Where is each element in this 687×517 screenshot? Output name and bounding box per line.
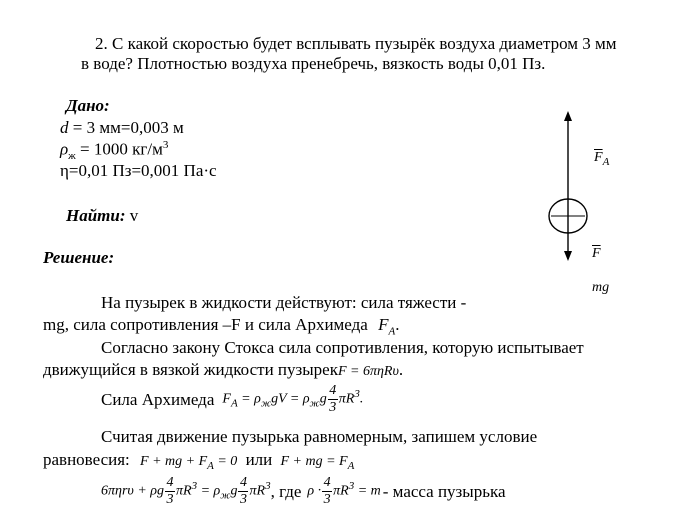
force-diagram — [530, 105, 650, 305]
p3-f1: F — [222, 391, 231, 407]
p5-h: = m — [354, 483, 381, 499]
p5-where: , где — [270, 481, 302, 501]
p2-end: . — [398, 360, 404, 379]
problem-line-2: в воде? Плотностью воздуха пренебречь, вязкость воды 0,01 Пз. — [81, 54, 546, 73]
p5-e: πR — [249, 483, 266, 499]
p5-b: πR — [176, 483, 192, 499]
p5-den-3: 3 — [323, 492, 331, 507]
p1-fa: F — [378, 315, 389, 334]
p5-c: = ρ — [197, 483, 221, 499]
p3-f3-sub: ж — [309, 397, 320, 410]
fa-subscript: A — [602, 155, 610, 168]
balance-equation — [101, 476, 271, 507]
d-value: = 3 мм=0,003 м — [68, 118, 184, 137]
p5-b-exp: 3 — [191, 480, 198, 493]
p4-eq2: F + mg = F — [280, 454, 348, 469]
p1-end: . — [395, 315, 400, 334]
p3-denominator: 3 — [329, 400, 337, 415]
p1-line-2 — [43, 315, 399, 338]
p5-e-exp: 3 — [265, 480, 271, 493]
p3-f3: gV = ρ — [271, 391, 310, 407]
p5-fraction-3 — [322, 476, 332, 507]
p5-tail: - масса пузырька — [382, 481, 506, 501]
f-label: $\overline{F}$ — [592, 246, 601, 261]
p3-f4: g — [319, 391, 327, 407]
d-symbol: d — [60, 118, 69, 137]
p5-fraction-1 — [165, 476, 175, 507]
p1-text: mg, сила сопротивления –F и сила Архимеда — [43, 315, 368, 334]
p4-line-1: Считая движение пузырька равномерным, запишем условие — [101, 427, 538, 446]
p4-eq1-end: = 0 — [213, 454, 238, 469]
p3-end: . — [359, 391, 364, 407]
p3-line — [101, 384, 363, 415]
p2-line-1: Согласно закону Стокса сила сопротивления, которую испытывает — [101, 338, 584, 357]
fa-label — [594, 150, 609, 168]
p5-g: πR — [333, 483, 349, 499]
given-heading: Дано: — [66, 96, 110, 115]
p5-a: 6πηrυ + ρg — [101, 483, 164, 499]
p3-text: Сила Архимеда — [101, 389, 215, 409]
p5-num-3: 4 — [323, 475, 331, 490]
p4-label: равновесия: — [43, 450, 130, 469]
find-value: v — [125, 206, 139, 225]
fa-letter: $\overline{F}$ — [594, 150, 603, 165]
rho-value: = 1000 кг/м — [75, 139, 163, 159]
p3-numerator: 4 — [329, 383, 337, 398]
p5-line — [101, 476, 506, 507]
find-line — [66, 206, 138, 226]
equilibrium-scalar-eq — [280, 454, 355, 472]
mass-expression — [307, 476, 380, 507]
find-heading: Найти: — [66, 206, 126, 225]
rho-subscript: ж — [68, 150, 76, 163]
p5-fraction-2 — [238, 476, 248, 507]
p3-f5: πR — [338, 391, 355, 407]
p4-line-2 — [43, 450, 354, 472]
fa-arrowhead — [564, 111, 572, 121]
problem-line-1: 2. С какой скоростью будет всплывать пузырёк воздуха диаметром 3 мм — [95, 34, 617, 53]
p5-f: ρ · — [307, 483, 322, 499]
p1-fa-subscript: A — [388, 325, 396, 338]
p5-c-sub: ж — [220, 489, 231, 502]
p3-f2: = ρ — [237, 391, 261, 407]
rho-exponent: 3 — [162, 139, 169, 151]
p4-eq1: F + mg + F — [140, 454, 208, 469]
stokes-formula: F = 6πηRυ — [337, 364, 399, 379]
p5-num-1: 4 — [166, 475, 174, 490]
solution-heading: Решение: — [43, 248, 115, 267]
p3-f1-sub: A — [230, 397, 238, 410]
given-density — [60, 139, 168, 163]
p3-f5-exp: 3 — [354, 388, 360, 401]
p5-num-2: 4 — [239, 475, 247, 490]
p3-f2-sub: ж — [260, 397, 272, 410]
p4-or: или — [245, 450, 273, 469]
f-arrowhead — [564, 251, 572, 261]
archimedes-formula — [222, 384, 363, 415]
p5-den-1: 3 — [166, 492, 174, 507]
p1-line-1: На пузырек в жидкости действуют: сила тяжести - — [101, 293, 467, 312]
equilibrium-vector-eq — [140, 454, 238, 472]
p4-eq2-sub: A — [347, 459, 355, 472]
p5-d: g — [230, 483, 238, 499]
p4-eq1-sub: A — [207, 459, 214, 472]
given-diameter — [60, 118, 184, 138]
mg-label: mg — [592, 280, 610, 295]
p5-g-exp: 3 — [348, 480, 355, 493]
p2-text: движущийся в вязкой жидкости пузырек — [43, 360, 338, 379]
p2-line-2 — [43, 360, 403, 380]
p3-fraction — [328, 384, 338, 415]
rho-symbol: ρ — [60, 139, 69, 159]
given-viscosity: η=0,01 Пз=0,001 Па·с — [60, 161, 217, 180]
p5-den-2: 3 — [239, 492, 247, 507]
